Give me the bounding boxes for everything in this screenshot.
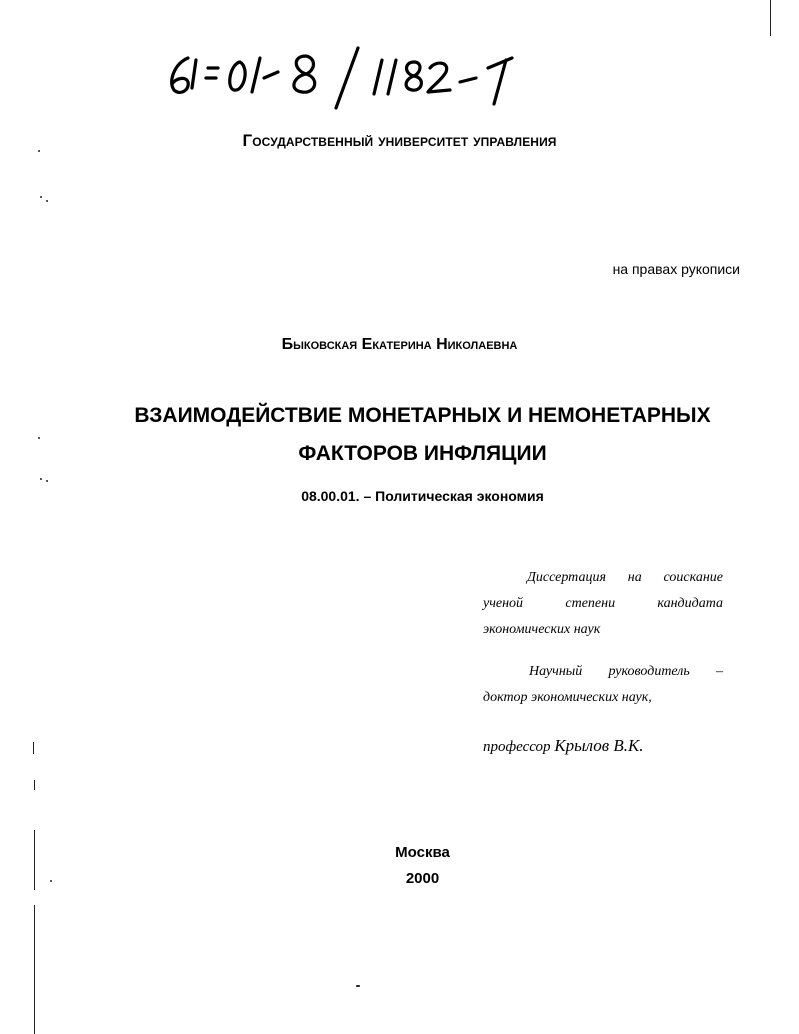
title-line-2: ФАКТОРОВ ИНФЛЯЦИИ: [298, 442, 547, 465]
scan-line: [34, 905, 35, 1034]
university-text: Государственный университет управления: [242, 131, 557, 150]
advisor-label: [483, 659, 723, 711]
scan-line: [34, 830, 35, 890]
scan-speck: [46, 480, 48, 482]
dissertation-title: [0, 397, 799, 473]
scan-speck: [46, 200, 48, 202]
advisor-line: [483, 733, 723, 760]
rights-note: на правах рукописи: [612, 261, 740, 277]
scan-speck: [356, 985, 360, 987]
city: Москва: [395, 844, 450, 861]
author-name: Быковская Екатерина Николаевна: [281, 336, 518, 353]
scan-speck: [38, 437, 40, 439]
scan-speck: [38, 150, 40, 152]
scan-speck: [50, 880, 52, 882]
dissertation-note-text: Диссертация на соискание ученой степени кандидата экономических наук: [483, 570, 723, 637]
handwritten-catalog-number: [160, 38, 540, 110]
scan-speck: [40, 478, 42, 480]
scan-line: [34, 780, 35, 790]
scan-speck: [40, 196, 42, 198]
university-name: [0, 131, 799, 151]
scan-line: [770, 0, 771, 36]
year: 2000: [405, 870, 440, 887]
advisor-name: Крылов В.К.: [554, 736, 644, 755]
place-and-year: [0, 840, 799, 892]
advisor-title: профессор: [483, 739, 551, 755]
advisor-label-text: Научный руководитель – доктор экономических наук,: [483, 664, 723, 705]
title-line-1: ВЗАИМОДЕЙСТВИЕ МОНЕТАРНЫХ И НЕМОНЕТАРНЫХ: [134, 404, 711, 427]
handwritten-number-drawing: [160, 38, 540, 110]
specialty-code: 08.00.01. – Политическая экономия: [301, 488, 544, 504]
dissertation-note: [483, 565, 723, 643]
scan-line: [33, 742, 34, 754]
